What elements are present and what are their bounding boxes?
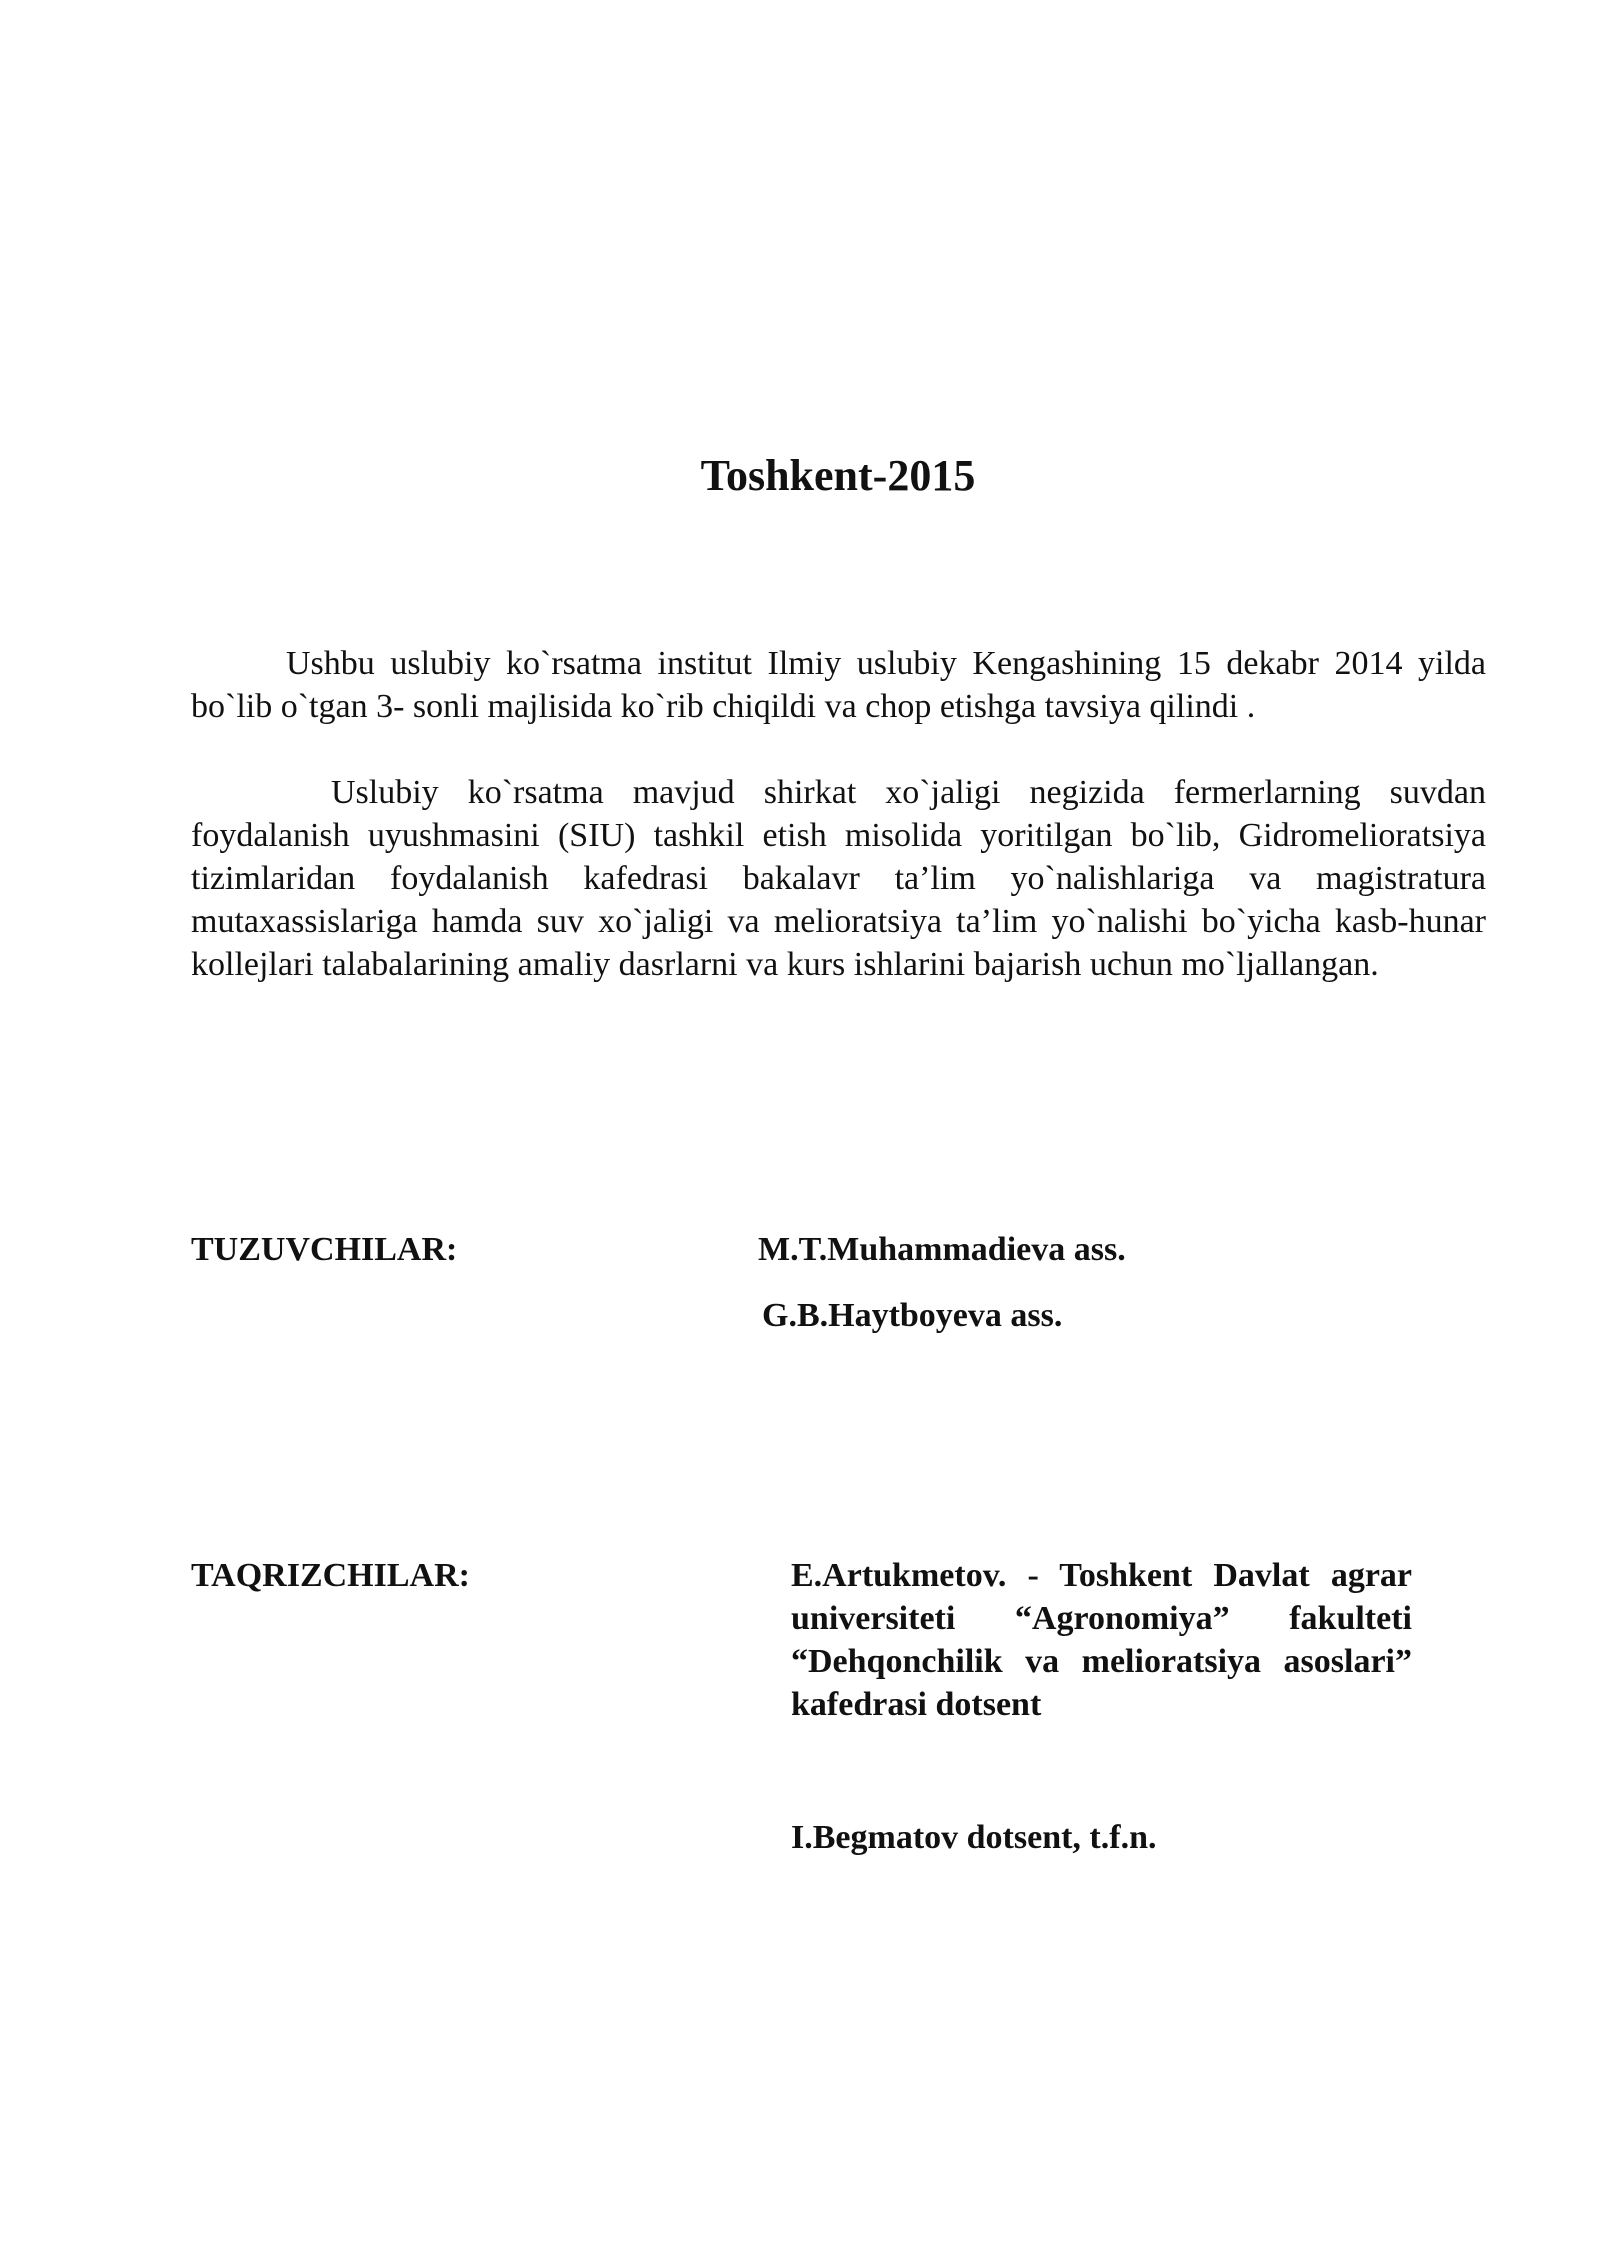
reviewers-label: TAQRIZCHILAR:	[191, 1557, 470, 1594]
compilers-label: TUZUVCHILAR:	[191, 1231, 458, 1268]
compiler-name: G.B.Haytboyeva ass.	[762, 1297, 1063, 1334]
description-paragraph: Uslubiy ko`rsatma mavjud shirkat xo`jaligi negizida fermerlarning suvdan foydalanish uyushmasini (SIU) tashkil etish misolida yoritilgan bo`lib, Gidromelioratsiya tizimlaridan foydalanish kafedrasi bakalavr ta’lim yo`nalishlariga va magistratura mutaxassislariga hamda suv xo`jaligi va melioratsiya ta’lim yo`nalishi bo`yicha kasb-hunar kollejlari talabalarining amaliy dasrlarni va kurs ishlarini bajarish uchun mo`ljallangan.	[191, 774, 1486, 983]
page-title: Toshkent-2015	[700, 451, 976, 500]
reviewer-entry: I.Begmatov dotsent, t.f.n.	[791, 1819, 1157, 1856]
approval-paragraph: Ushbu uslubiy ko`rsatma institut Ilmiy uslubiy Kengashining 15 dekabr 2014 yilda bo`lib o`tgan 3- sonli majlisida ko`rib chiqildi va chop etishga tavsiya qilindi .	[191, 645, 1486, 725]
reviewer-entry: E.Artukmetov. - Toshkent Davlat agrar universiteti “Agronomiya” fakulteti “Dehqonchilik va melioratsiya asoslari” kafedrasi dotsent	[791, 1557, 1412, 1723]
compiler-name: M.T.Muhammadieva ass.	[758, 1231, 1126, 1268]
